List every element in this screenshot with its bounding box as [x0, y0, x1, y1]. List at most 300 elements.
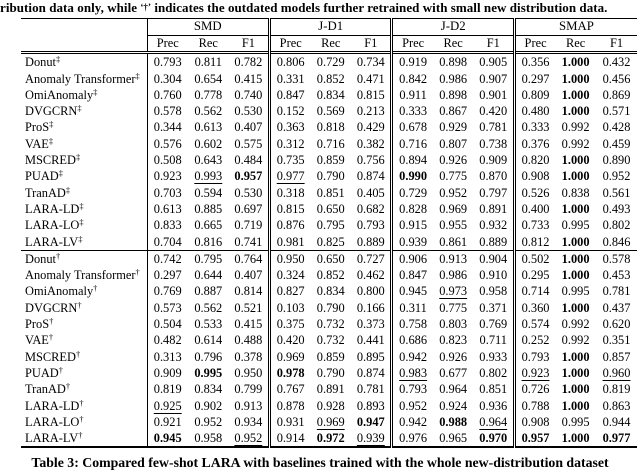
- metric-value: 0.437: [602, 300, 631, 315]
- metric-value: 0.869: [602, 87, 631, 102]
- metric-value: 0.986: [439, 71, 468, 86]
- metric-value: 0.456: [602, 71, 631, 86]
- metric-value: 0.981: [270, 234, 311, 251]
- metric-value: 0.415: [234, 317, 263, 332]
- group-header-jd1: J-D1: [270, 19, 392, 36]
- metric-value: 0.614: [194, 333, 223, 348]
- metric-value: 0.823: [439, 333, 468, 348]
- metric-value: 0.800: [356, 284, 385, 299]
- metric-value: 0.602: [194, 136, 223, 151]
- metric-value: 0.432: [602, 55, 631, 70]
- metric-value: 0.819: [147, 381, 188, 397]
- table-row: [21, 414, 637, 430]
- metric-value: 0.931: [270, 414, 311, 430]
- metric-value: 0.677: [439, 365, 468, 380]
- group-header-row: [21, 19, 637, 36]
- metric-value: 0.480: [514, 103, 555, 119]
- metric-value: 0.913: [433, 250, 474, 267]
- model-name: LARA-LO†: [25, 413, 84, 429]
- metric-value: 0.420: [270, 332, 311, 348]
- metric-value: 0.738: [479, 136, 508, 151]
- metric-value: 0.428: [602, 120, 631, 135]
- model-marker: ‡: [49, 119, 54, 130]
- metric-value: 0.727: [351, 250, 392, 267]
- metric-value: 0.870: [479, 169, 508, 184]
- metric-value: 0.795: [316, 218, 345, 233]
- metric-value: 0.420: [479, 104, 508, 119]
- metric-value: 1.000: [561, 268, 590, 283]
- metric-value: 0.834: [316, 87, 345, 102]
- metric-value: 0.929: [439, 120, 468, 135]
- metric-value: 0.775: [439, 169, 468, 184]
- table-row: [21, 316, 637, 332]
- metric-value: 1.000: [561, 87, 590, 102]
- model-name: OmiAnomaly†: [25, 283, 98, 299]
- metric-value: 0.729: [392, 185, 433, 201]
- metric-value: 0.333: [392, 103, 433, 119]
- metric-value: 0.970: [479, 431, 508, 446]
- metric-value: 0.742: [147, 250, 188, 267]
- metric-value: 0.740: [234, 87, 263, 102]
- metric-header: Prec: [147, 35, 188, 53]
- metric-value: 0.825: [316, 234, 345, 249]
- metric-value: 0.781: [479, 120, 508, 135]
- model-name: Anomaly Transformer†: [25, 267, 140, 283]
- metric-value: 0.851: [316, 185, 345, 200]
- model-marker: ‡: [58, 168, 63, 179]
- metric-value: 0.958: [194, 431, 223, 446]
- metric-header: Prec: [392, 35, 433, 53]
- model-name: PUAD‡: [25, 168, 63, 184]
- metric-value: 0.876: [270, 217, 311, 233]
- metric-value: 0.904: [474, 250, 515, 267]
- model-marker: ‡: [93, 86, 98, 97]
- metric-value: 0.909: [147, 365, 188, 381]
- metric-value: 0.678: [392, 119, 433, 135]
- metric-value: 0.790: [316, 169, 345, 184]
- metric-value: 0.407: [234, 120, 263, 135]
- metric-value: 0.530: [234, 104, 263, 119]
- metric-value: 0.995: [561, 414, 590, 429]
- model-marker: †: [135, 267, 140, 278]
- model-marker: ‡: [77, 103, 82, 114]
- metric-value: 0.908: [514, 414, 555, 430]
- metric-value: 0.992: [561, 333, 590, 348]
- metric-value: 0.828: [392, 201, 433, 217]
- metric-value: 0.818: [316, 120, 345, 135]
- metric-value: 0.793: [147, 53, 188, 71]
- metric-value: 0.807: [439, 136, 468, 151]
- group-header-smd: SMD: [147, 19, 269, 36]
- metric-value: 0.834: [194, 382, 223, 397]
- model-marker: ‡: [55, 54, 61, 65]
- table-row: [21, 349, 637, 365]
- metric-value: 0.716: [316, 136, 345, 151]
- metric-value: 0.371: [479, 300, 508, 315]
- metric-value: 1.000: [561, 71, 590, 86]
- metric-value: 0.939: [356, 431, 385, 446]
- metric-value: 0.913: [234, 398, 263, 413]
- metric-value: 0.902: [194, 398, 223, 413]
- metric-value: 0.947: [356, 414, 385, 429]
- metric-value: 0.382: [356, 136, 385, 151]
- metric-value: 0.376: [514, 136, 555, 152]
- metric-header: Rec: [321, 35, 341, 50]
- metric-value: 0.861: [439, 234, 468, 249]
- metric-value: 0.957: [514, 430, 555, 447]
- metric-value: 0.356: [514, 53, 555, 71]
- table-row: [21, 250, 637, 267]
- metric-value: 0.921: [147, 414, 188, 430]
- model-marker: †: [48, 332, 54, 343]
- metric-value: 0.932: [479, 218, 508, 233]
- model-marker: ‡: [78, 233, 83, 244]
- metric-value: 1.000: [561, 104, 590, 119]
- page-top-text: ribution data only, while ‘†’ indicates the outdated models further retrained with small new distribution data.: [0, 0, 608, 15]
- metric-value: 0.304: [147, 71, 188, 87]
- metric-value: 0.312: [270, 136, 311, 152]
- metric-value: 0.796: [194, 349, 223, 364]
- metric-value: 0.945: [392, 283, 433, 299]
- metric-value: 0.213: [356, 104, 385, 119]
- metric-value: 0.716: [392, 136, 433, 152]
- metric-value: 0.988: [439, 414, 468, 429]
- metric-value: 0.952: [439, 185, 468, 200]
- model-marker: †: [65, 381, 71, 392]
- metric-value: 0.915: [392, 217, 433, 233]
- metric-value: 0.944: [602, 414, 631, 429]
- metric-value: 0.704: [147, 234, 188, 251]
- metric-value: 0.166: [356, 300, 385, 315]
- model-name: DVGCRN†: [25, 299, 82, 315]
- metric-value: 0.344: [147, 119, 188, 135]
- metric-value: 0.907: [479, 71, 508, 86]
- metric-value: 0.697: [234, 201, 263, 216]
- metric-value: 0.950: [270, 250, 311, 267]
- metric-value: 0.957: [234, 169, 263, 184]
- metric-value: 0.923: [147, 168, 188, 184]
- model-name: Donut†: [21, 250, 147, 267]
- table-row: [21, 168, 637, 184]
- metric-value: 1.000: [561, 431, 590, 446]
- metric-value: 0.331: [270, 71, 311, 87]
- metric-value: 0.613: [147, 201, 188, 217]
- metric-value: 0.893: [356, 398, 385, 413]
- metric-value: 0.333: [514, 119, 555, 135]
- metric-value: 0.889: [356, 234, 385, 249]
- metric-value: 0.459: [602, 136, 631, 151]
- metric-value: 0.838: [561, 185, 590, 200]
- results-table: [21, 18, 637, 448]
- metric-value: 0.493: [602, 201, 631, 216]
- table-row: [21, 365, 637, 381]
- metric-value: 0.990: [392, 168, 433, 184]
- corner-cell: [21, 35, 147, 53]
- metric-value: 0.852: [316, 268, 345, 283]
- metric-header: Prec: [270, 35, 311, 53]
- metric-value: 0.252: [514, 332, 555, 348]
- model-name: DVGCRN‡: [25, 103, 82, 119]
- metric-value: 0.719: [234, 218, 263, 233]
- metric-value: 0.313: [147, 349, 188, 365]
- metric-value: 0.863: [602, 398, 631, 413]
- table-row: [21, 430, 637, 447]
- metric-value: 0.400: [514, 201, 555, 217]
- model-marker: †: [93, 283, 98, 294]
- metric-value: 0.986: [439, 268, 468, 283]
- metric-value: 0.952: [194, 414, 223, 429]
- metric-value: 0.441: [356, 333, 385, 348]
- metric-value: 0.767: [270, 381, 311, 397]
- metric-value: 0.769: [479, 317, 508, 332]
- metric-value: 0.973: [439, 284, 468, 299]
- model-marker: †: [77, 299, 82, 310]
- metric-value: 0.613: [194, 120, 223, 135]
- table-row: [21, 201, 637, 217]
- metric-value: 0.895: [356, 349, 385, 364]
- metric-value: 0.891: [479, 201, 508, 216]
- metric-value: 0.898: [439, 87, 468, 102]
- metric-value: 0.573: [147, 300, 188, 316]
- metric-value: 1.000: [561, 169, 590, 184]
- metric-value: 0.926: [439, 153, 468, 168]
- metric-value: 0.530: [234, 185, 263, 200]
- metric-value: 0.934: [234, 414, 263, 429]
- table-row: [21, 71, 637, 87]
- metric-value: 0.665: [194, 218, 223, 233]
- metric-value: 0.735: [270, 152, 311, 168]
- model-marker: ‡: [79, 200, 84, 211]
- metric-value: 0.889: [479, 234, 508, 249]
- metric-value: 0.799: [234, 382, 263, 397]
- metric-value: 0.919: [392, 53, 433, 71]
- metric-value: 0.976: [392, 430, 433, 447]
- table-row: [21, 283, 637, 299]
- metric-value: 0.815: [270, 201, 311, 217]
- metric-value: 0.802: [479, 365, 508, 380]
- model-marker: †: [79, 413, 84, 424]
- metric-value: 0.714: [514, 283, 555, 299]
- metric-value: 0.965: [439, 431, 468, 446]
- metric-value: 1.000: [561, 365, 590, 380]
- metric-value: 0.928: [316, 398, 345, 413]
- metric-value: 0.833: [147, 217, 188, 233]
- metric-value: 0.933: [479, 349, 508, 364]
- metric-value: 0.983: [392, 365, 433, 381]
- metric-value: 0.992: [561, 120, 590, 135]
- metric-value: 0.969: [439, 201, 468, 216]
- metric-value: 0.781: [356, 382, 385, 397]
- metric-value: 0.842: [392, 71, 433, 87]
- model-marker: †: [49, 316, 54, 327]
- metric-value: 0.891: [316, 382, 345, 397]
- metric-value: 0.978: [270, 365, 311, 381]
- metric-value: 0.686: [392, 332, 433, 348]
- table-row: [21, 119, 637, 135]
- metric-value: 0.857: [602, 349, 631, 364]
- metric-value: 0.508: [147, 152, 188, 168]
- metric-header: Rec: [565, 35, 586, 50]
- metric-header: F1: [486, 35, 500, 50]
- model-name: Donut‡: [25, 54, 61, 70]
- metric-value: 0.295: [514, 267, 555, 283]
- metric-value: 0.815: [356, 87, 385, 102]
- model-name: LARA-LD†: [25, 397, 84, 413]
- metric-value: 0.734: [356, 55, 385, 70]
- metric-value: 0.911: [392, 87, 433, 103]
- metric-value: 0.594: [194, 185, 223, 200]
- metric-value: 0.803: [439, 317, 468, 332]
- metric-value: 1.000: [561, 382, 590, 397]
- metric-value: 0.152: [270, 103, 311, 119]
- metric-value: 0.878: [270, 398, 311, 414]
- metric-value: 0.995: [561, 284, 590, 299]
- metric-value: 0.992: [561, 317, 590, 332]
- metric-value: 0.526: [514, 185, 555, 201]
- metric-value: 0.874: [356, 169, 385, 184]
- metric-value: 0.324: [270, 267, 311, 283]
- model-marker: †: [75, 348, 81, 359]
- table-row: [21, 136, 637, 152]
- metric-value: 0.620: [602, 317, 631, 332]
- metric-value: 0.898: [439, 55, 468, 70]
- table-row: [21, 381, 637, 397]
- metric-value: 0.756: [356, 153, 385, 168]
- metric-value: 0.103: [270, 300, 311, 316]
- metric-value: 0.910: [479, 268, 508, 283]
- metric-value: 0.758: [392, 316, 433, 332]
- metric-value: 0.814: [234, 284, 263, 299]
- table-row: [21, 217, 637, 233]
- metric-value: 0.453: [602, 268, 631, 283]
- metric-value: 0.373: [356, 317, 385, 332]
- model-marker: †: [79, 397, 84, 408]
- metric-value: 0.569: [316, 104, 345, 119]
- metric-value: 0.351: [602, 333, 631, 348]
- table-row: [21, 300, 637, 316]
- metric-value: 0.811: [194, 55, 222, 70]
- metric-value: 0.788: [514, 398, 555, 414]
- metric-value: 0.887: [194, 284, 223, 299]
- model-name: MSCRED†: [25, 348, 81, 364]
- metric-value: 0.806: [270, 53, 311, 71]
- model-name: LARA-LV‡: [25, 233, 83, 249]
- metric-value: 0.802: [602, 218, 631, 233]
- metric-value: 0.852: [316, 71, 345, 86]
- metric-value: 0.644: [194, 268, 223, 283]
- metric-value: 0.733: [514, 217, 555, 233]
- metric-value: 0.775: [439, 300, 468, 315]
- metric-value: 1.000: [561, 201, 590, 216]
- table-row: [21, 332, 637, 348]
- metric-value: 0.924: [439, 398, 468, 413]
- metric-value: 0.318: [270, 185, 311, 201]
- model-name: VAE†: [25, 332, 54, 348]
- metric-value: 0.952: [234, 431, 263, 446]
- metric-value: 0.407: [234, 268, 263, 283]
- metric-value: 0.650: [316, 201, 345, 216]
- group-header-jd2: J-D2: [392, 19, 514, 36]
- model-marker: ‡: [48, 135, 54, 146]
- metric-value: 0.575: [234, 136, 263, 151]
- metric-value: 0.726: [514, 381, 555, 397]
- metric-value: 0.960: [602, 365, 631, 380]
- table-row: [21, 53, 637, 71]
- model-marker: ‡: [65, 184, 71, 195]
- model-name: VAE‡: [25, 135, 54, 151]
- metric-value: 0.502: [514, 250, 555, 267]
- model-name: TranAD†: [25, 381, 71, 397]
- metric-value: 0.972: [316, 431, 345, 446]
- metric-value: 0.711: [479, 333, 507, 348]
- metric-value: 0.578: [147, 103, 188, 119]
- metric-value: 0.793: [392, 381, 433, 397]
- table-row: [21, 234, 637, 251]
- metric-value: 0.741: [234, 234, 263, 249]
- model-name: OmiAnomaly‡: [25, 86, 98, 102]
- metric-value: 1.000: [561, 300, 590, 315]
- metric-value: 0.415: [234, 71, 263, 86]
- model-name: LARA-LO‡: [25, 217, 84, 233]
- metric-value: 0.995: [194, 365, 223, 380]
- metric-value: 0.977: [602, 431, 631, 446]
- metric-value: 0.782: [234, 55, 263, 70]
- model-marker: †: [58, 364, 63, 375]
- metric-value: 0.576: [147, 136, 188, 152]
- model-marker: ‡: [79, 217, 84, 228]
- model-name: Anomaly Transformer‡: [25, 70, 140, 86]
- metric-value: 0.462: [356, 268, 385, 283]
- metric-value: 0.977: [270, 168, 311, 184]
- metric-value: 0.942: [392, 414, 433, 430]
- metric-value: 0.297: [514, 71, 555, 87]
- metric-header: Rec: [443, 35, 463, 50]
- metric-value: 0.827: [270, 283, 311, 299]
- model-name: LARA-LD‡: [25, 200, 84, 216]
- model-name: MSCRED‡: [25, 152, 81, 168]
- table-row: [21, 152, 637, 168]
- metric-value: 0.504: [147, 316, 188, 332]
- metric-value: 0.521: [234, 300, 263, 315]
- metric-value: 0.992: [561, 136, 590, 151]
- metric-value: 0.781: [602, 284, 631, 299]
- metric-value: 0.682: [356, 201, 385, 216]
- metric-header: F1: [364, 35, 378, 50]
- metric-value: 0.793: [356, 218, 385, 233]
- metric-value: 0.964: [479, 414, 508, 429]
- corner-cell: [21, 19, 147, 36]
- metric-value: 1.000: [555, 250, 596, 267]
- metric-value: 0.834: [316, 284, 345, 299]
- model-name: LARA-LV†: [25, 430, 83, 446]
- metric-value: 0.488: [234, 333, 263, 348]
- table-row: [21, 267, 637, 283]
- model-name: ProS†: [25, 316, 54, 332]
- metric-value: 0.820: [514, 152, 555, 168]
- metric-value: 0.578: [596, 250, 637, 267]
- metric-value: 0.562: [194, 300, 223, 315]
- metric-value: 0.901: [479, 87, 508, 102]
- metric-value: 0.809: [514, 87, 555, 103]
- table-row: [21, 87, 637, 103]
- metric-value: 0.482: [147, 332, 188, 348]
- group-header-smap: SMAP: [514, 19, 637, 36]
- metric-value: 1.000: [561, 234, 590, 249]
- metric-value: 0.769: [147, 283, 188, 299]
- metric-value: 1.000: [561, 349, 590, 364]
- metric-value: 0.812: [514, 234, 555, 251]
- metric-value: 0.964: [439, 382, 468, 397]
